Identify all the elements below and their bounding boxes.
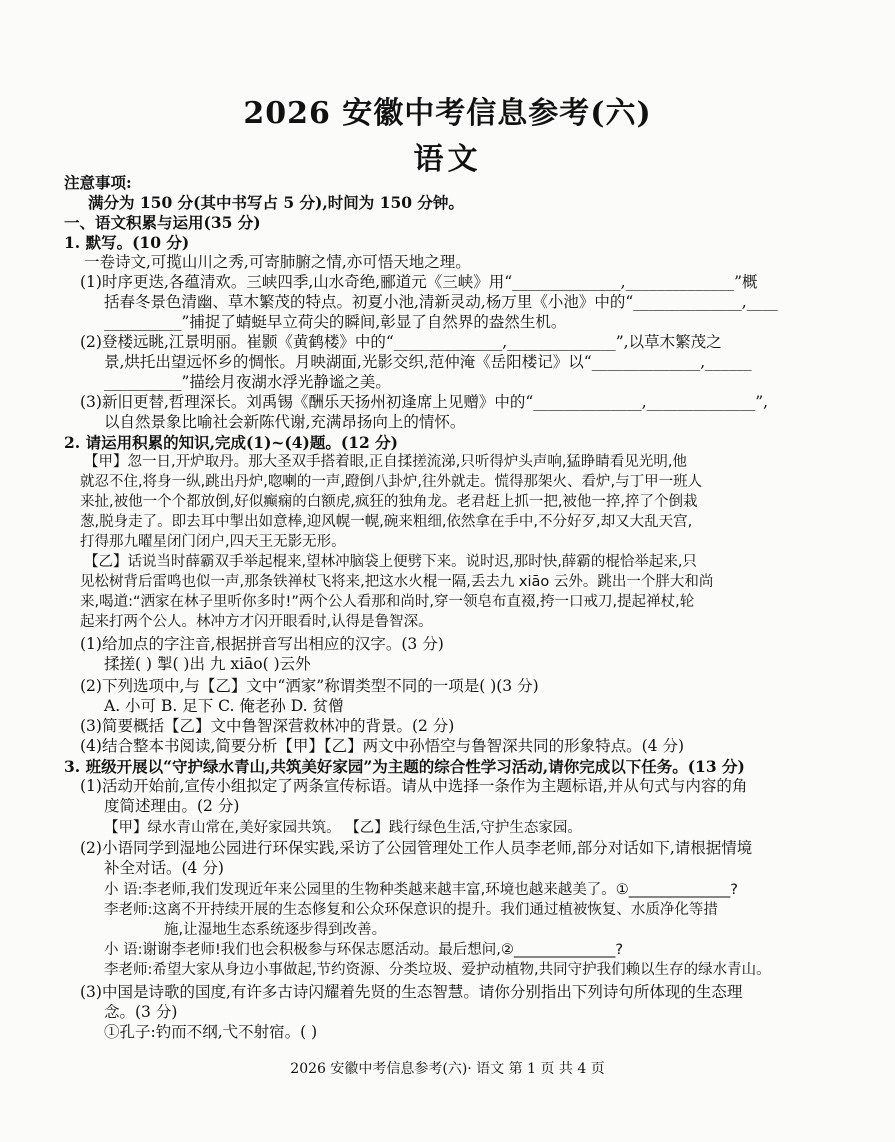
text-line: (2)下列选项中,与【乙】文中“洒家”称谓类型不同的一项是( )(3 分) [80,677,539,695]
text-line: 揉搓( ) 掣( )出 九 xiāo( )云外 [104,655,311,673]
passage-line: 【甲】忽一日,开炉取丹。那大圣双手搭着眼,正自揉搓流涕,只听得炉头声响,猛睁睛看见光明,他 [84,454,688,470]
section-heading: 一、语文积累与运用(35 分) [64,213,261,232]
text-line: __________”捕捉了蜻蜓早立荷尖的瞬间,彰显了自然界的盎然生机。 [104,313,567,331]
passage-line: 【乙】话说当时薛霸双手举起棍来,望林冲脑袋上便劈下来。说时迟,那时快,薛霸的棍恰举起来,只 [84,554,697,570]
question-1-heading: 1. 默写。(10 分) [64,233,190,252]
text-line: (2)小语同学到湿地公园进行环保实践,采访了公园管理处工作人员李老师,部分对话如下,请根据情境 [80,839,753,857]
subject-title: 语文 [413,142,482,177]
text-line: 括春冬景色清幽、草木繁茂的特点。初夏小池,清新灵动,杨万里《小池》中的“______________,____ [104,293,778,311]
text-line: (1)活动开始前,宣传小组拟定了两条宣传标语。请从中选择一条作为主题标语,并从句式与内容的角 [80,777,748,795]
passage-line: 打得那九曜星闭门闭户,四天王无影无形。 [80,534,346,550]
text-line: 以自然景象比喻社会新陈代谢,充满昂扬向上的情怀。 [104,413,466,431]
text-line: (1)给加点的字注音,根据拼音写出相应的汉字。(3 分) [80,635,444,653]
text-line: (4)结合整本书阅读,简要分析【甲】【乙】两文中孙悟空与鲁智深共同的形象特点。(4 分) [80,737,685,755]
passage-line: 葱,脱身走了。即去耳中掣出如意棒,迎风幌一幌,碗来粗细,依然拿在手中,不分好歹,却又大乱天宫, [80,514,693,530]
notes-text: 满分为 150 分(其中书写占 5 分),时间为 150 分钟。 [88,193,464,212]
passage-line: 就忍不住,将身一纵,跳出丹炉,唿喇的一声,蹬倒八卦炉,往外就走。慌得那架火、看炉,与丁甲一班人 [80,474,703,490]
text-line: 一卷诗文,可揽山川之秀,可寄肺腑之情,亦可悟天地之理。 [84,253,471,271]
dialogue-line: 小 语:李老师,我们发现近年来公园里的生物种类越来越丰富,环境也越来越美了。①______________? [104,882,738,898]
question-3-heading: 3. 班级开展以“守护绿水青山,共筑美好家园”为主题的综合性学习活动,请你完成以下任务。(13 分) [64,757,745,776]
text-line: A. 小可 B. 足下 C. 俺老孙 D. 贫僧 [104,697,344,715]
page-footer: 2026 安徽中考信息参考(六)· 语文 第 1 页 共 4 页 [290,1061,605,1077]
text-line: 景,烘托出望远怀乡的惆怅。月映湖面,光影交织,范仲淹《岳阳楼记》以“______________,______ [104,353,752,371]
question-2-heading: 2. 请运用积累的知识,完成(1)~(4)题。(12 分) [64,433,399,452]
notes-label: 注意事项: [64,173,132,192]
text-line: ①孔子:钓而不纲,弋不射宿。( ) [104,1023,318,1041]
text-line: (3)新旧更替,哲理深长。刘禹锡《酬乐天扬州初逢席上见赠》中的“______________,______________”, [80,393,769,411]
text-line: __________”描绘月夜湖水浮光静谧之美。 [104,373,391,391]
dialogue-line: 施,让湿地生态系统逐步得到改善。 [164,922,387,938]
passage-line: 来扯,被他一个个都放倒,好似癫痫的白额虎,疯狂的独角龙。老君赶上抓一把,被他一捽,捽了个倒栽 [80,494,698,510]
exam-title: 2026 安徽中考信息参考(六) [243,96,652,131]
text-line: 补全对话。(4 分) [104,859,224,877]
text-line: (1)时序更迭,各蕴清欢。三峡四季,山水奇绝,郦道元《三峡》用“______________,______________”概 [80,273,758,291]
dialogue-line: 小 语:谢谢李老师!我们也会积极参与环保志愿活动。最后想问,②______________? [104,942,624,958]
text-line: 度简述理由。(2 分) [104,797,240,815]
passage-line: 见松树背后雷鸣也似一声,那条铁禅杖飞将来,把这水火棍一隔,丢去九 xiāo 云外。跳出一个胖大和尚 [80,574,714,590]
text-line: (3)简要概括【乙】文中鲁智深营救林冲的背景。(2 分) [80,717,455,735]
text-line: (3)中国是诗歌的国度,有许多古诗闪耀着先贤的生态智慧。请你分别指出下列诗句所体现的生态理 [80,983,743,1001]
text-line: 念。(3 分) [104,1003,178,1021]
passage-line: 起来打两个公人。林冲方才闪开眼看时,认得是鲁智深。 [80,614,433,630]
dialogue-line: 李老师:希望大家从身边小事做起,节约资源、分类垃圾、爱护动植物,共同守护我们赖以生存的绿水青山。 [104,962,771,978]
slogan-line: 【甲】绿水青山常在,美好家园共筑。 【乙】践行绿色生活,守护生态家园。 [104,820,582,836]
text-line: (2)登楼远眺,江景明丽。崔颢《黄鹤楼》中的“______________,______________”,以草木繁茂之 [80,333,722,351]
passage-line: 来,喝道:“洒家在林子里听你多时!”两个公人看那和尚时,穿一领皂布直裰,挎一口戒刀,提起禅杖,轮 [80,594,695,610]
dialogue-line: 李老师:这离不开持续开展的生态修复和公众环保意识的提升。我们通过植被恢复、水质净化等措 [104,902,718,918]
